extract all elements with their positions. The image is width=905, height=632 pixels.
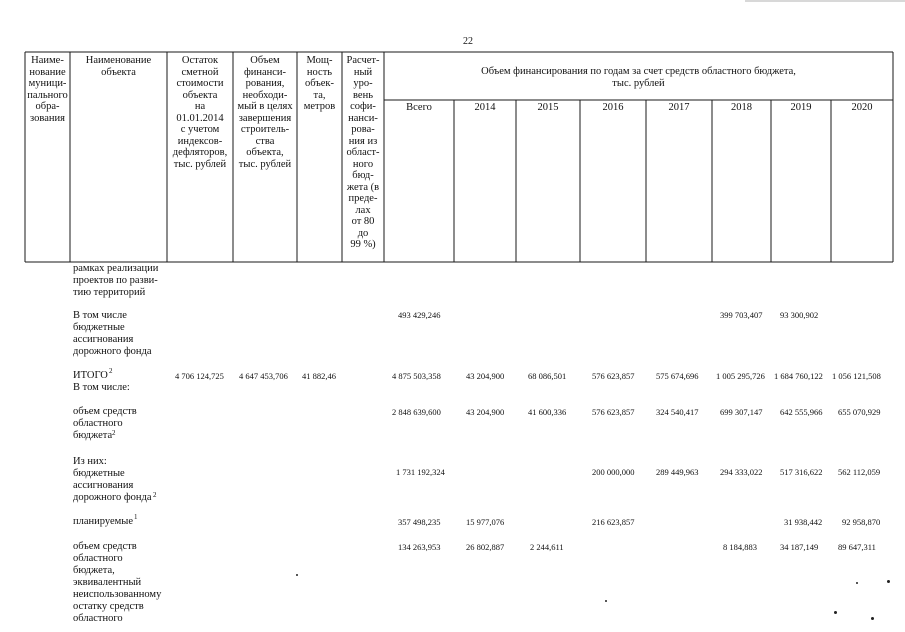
- header-year-2019: 2019: [790, 102, 812, 113]
- scan-speck: [887, 580, 890, 583]
- row2-2020: 1 056 121,508: [832, 371, 881, 381]
- row5-2014: 15 977,076: [466, 517, 505, 527]
- scan-speck: [605, 600, 607, 602]
- scan-speck: [296, 574, 298, 576]
- header-year-2015: 2015: [537, 102, 559, 113]
- row5-2019: 31 938,442: [784, 517, 823, 527]
- row4-2016: 200 000,000: [592, 467, 635, 477]
- header-object-name: Наименование объекта: [85, 55, 152, 78]
- row6-2020: 89 647,311: [838, 542, 876, 552]
- row4-2018: 294 333,022: [720, 467, 763, 477]
- header-year-2017: 2017: [668, 102, 690, 113]
- page-number: 22: [463, 36, 473, 47]
- row-label-territory-projects: рамках реализации проектов по разви- тию территорий: [73, 263, 159, 298]
- total-label-text: ИТОГО В том числе:: [73, 370, 130, 393]
- row-label-planned: планируемые: [73, 516, 134, 527]
- row2-remaining-cost: 4 706 124,725: [175, 371, 224, 381]
- row-label-of-them-road-fund: Из них: бюджетные ассигнования дорожного фонда: [73, 456, 152, 503]
- header-year-2014: 2014: [474, 102, 496, 113]
- row4-2017: 289 449,963: [656, 467, 699, 477]
- total-footnote: 2: [109, 367, 113, 375]
- header-year-total: Всего: [406, 102, 432, 113]
- scan-edge-artifact: [745, 0, 905, 2]
- header-years-group: Объем финансирования по годам за счет средств областного бюджета, тыс. рублей: [481, 66, 796, 89]
- row4-total: 1 731 192,324: [396, 467, 445, 477]
- header-year-2018: 2018: [731, 102, 752, 113]
- row3-2019: 642 555,966: [780, 407, 823, 417]
- row2-total: 4 875 503,358: [392, 371, 441, 381]
- road-fund-footnote: 2: [153, 491, 157, 499]
- header-cofinancing-level: Расчет- ный уро- вень софи- нанси- рова- ния из област- ного бюд- жета (в преде- лах от 80 до 99 %): [346, 55, 380, 250]
- header-financing-volume: Объем финанси- рования, необходи- мый в целях завершения строитель- ства объекта, тыс. рублей: [237, 55, 293, 170]
- row-label-road-fund: В том числе бюджетные ассигнования дорожного фонда: [73, 310, 152, 357]
- row-label-unused-balance: объем средств областного бюджета, эквивалентный неиспользованному остатку средств областного: [73, 541, 162, 624]
- row6-2015: 2 244,611: [530, 542, 564, 552]
- row2-2015: 68 086,501: [528, 371, 567, 381]
- row6-2014: 26 802,887: [466, 542, 505, 552]
- planned-footnote: 1: [134, 513, 138, 521]
- row5-2016: 216 623,857: [592, 517, 635, 527]
- row-label-regional-budget: объем средств областного бюджета: [73, 406, 137, 441]
- header-capacity: Мощ- ность объек- та, метров: [303, 55, 336, 112]
- row6-total: 134 263,953: [398, 542, 441, 552]
- header-year-2016: 2016: [602, 102, 624, 113]
- scan-speck: [856, 582, 858, 584]
- header-municipality: Наиме- нование муници- пального обра- зования: [27, 55, 68, 124]
- row5-total: 357 498,235: [398, 517, 441, 527]
- row3-2020: 655 070,929: [838, 407, 881, 417]
- row5-2020: 92 958,870: [842, 517, 881, 527]
- header-remaining-cost: Остаток сметной стоимости объекта на 01.01.2014 с учетом индексов- дефляторов, тыс. рублей: [172, 55, 228, 170]
- row1-2018: 399 703,407: [720, 310, 763, 320]
- row3-2016: 576 623,857: [592, 407, 635, 417]
- row1-total: 493 429,246: [398, 310, 441, 320]
- regional-budget-footnote: 2: [112, 429, 116, 437]
- row3-2015: 41 600,336: [528, 407, 567, 417]
- row2-2017: 575 674,696: [656, 371, 699, 381]
- row3-2014: 43 204,900: [466, 407, 505, 417]
- row2-2014: 43 204,900: [466, 371, 505, 381]
- scan-speck: [871, 617, 874, 620]
- row2-2018: 1 005 295,726: [716, 371, 765, 381]
- row3-total: 2 848 639,600: [392, 407, 441, 417]
- row6-2018: 8 184,883: [723, 542, 757, 552]
- row3-2017: 324 540,417: [656, 407, 699, 417]
- scan-speck: [834, 611, 837, 614]
- header-year-2020: 2020: [851, 102, 873, 113]
- row2-financing-volume: 4 647 453,706: [239, 371, 288, 381]
- row3-2018: 699 307,147: [720, 407, 763, 417]
- row6-2019: 34 187,149: [780, 542, 819, 552]
- row2-2016: 576 623,857: [592, 371, 635, 381]
- row-label-total: [73, 370, 169, 394]
- row4-2020: 562 112,059: [838, 467, 881, 477]
- row2-2019: 1 684 760,122: [774, 371, 823, 381]
- row2-capacity: 41 882,46: [302, 371, 336, 381]
- row1-2019: 93 300,902: [780, 310, 819, 320]
- row4-2019: 517 316,622: [780, 467, 823, 477]
